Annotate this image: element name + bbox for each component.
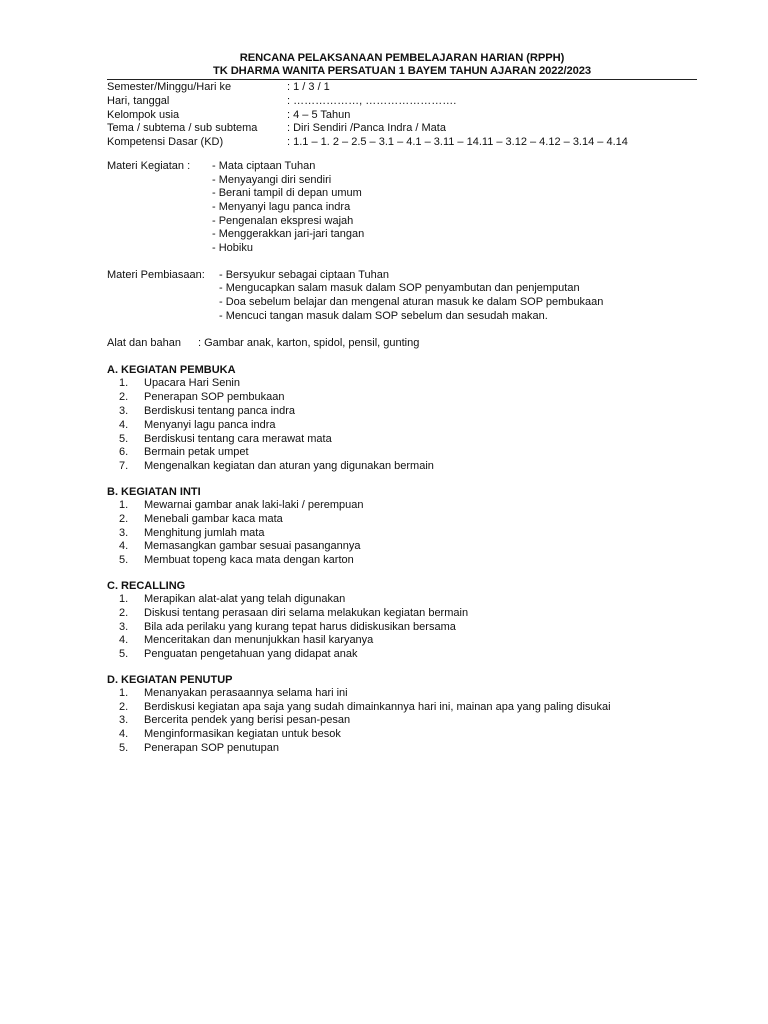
list-item: 4. Menceritakan dan menunjukkan hasil karyanya <box>119 634 374 647</box>
info-value: : ………………, ……………………. <box>287 94 457 107</box>
list-item: - Menggerakkan jari-jari tangan <box>212 228 365 241</box>
list-item: - Bersyukur sebagai ciptaan Tuhan <box>219 268 389 281</box>
list-item: 2. Diskusi tentang perasaan diri selama melakukan kegiatan bermain <box>119 606 469 619</box>
penutup-list <box>107 687 697 756</box>
list-item: 5. Membuat topeng kaca mata dengan karton <box>119 554 354 567</box>
info-table <box>107 81 697 150</box>
materi-kegiatan-label: Materi Kegiatan : <box>107 159 191 172</box>
inti-list <box>107 499 697 568</box>
list-item: 5. Berdiskusi tentang cara merawat mata <box>119 432 332 445</box>
info-value: : 1 / 3 / 1 <box>287 81 330 93</box>
list-item: - Pengenalan ekspresi wajah <box>212 214 354 227</box>
info-row <box>107 109 697 123</box>
info-value: : 1.1 – 1. 2 – 2.5 – 3.1 – 4.1 – 3.11 – 14.11 – 3.12 – 4.12 – 3.14 – 4.14 <box>287 136 628 149</box>
info-label: Kelompok usia <box>107 108 180 121</box>
list-item: 3. Menghitung jumlah mata <box>119 526 265 539</box>
list-item: - Doa sebelum belajar dan mengenal aturan masuk ke dalam SOP pembukaan <box>219 296 604 309</box>
rpph-document <box>107 52 697 756</box>
list-item: 2. Penerapan SOP pembukaan <box>119 391 285 404</box>
alat-bahan-label: Alat dan bahan <box>107 336 182 349</box>
list-item: 3. Bila ada perilaku yang kurang tepat harus didiskusikan bersama <box>119 620 456 633</box>
list-item: 6. Bermain petak umpet <box>119 446 249 459</box>
list-item: 1. Merapikan alat-alat yang telah digunakan <box>119 592 346 605</box>
list-item: - Mencuci tangan masuk dalam SOP sebelum dan sesudah makan. <box>219 309 548 322</box>
list-item: 2. Berdiskusi kegiatan apa saja yang sudah dimainkannya hari ini, mainan apa yang paling disukai <box>119 700 611 713</box>
section-heading-pembuka: A. KEGIATAN PEMBUKA <box>107 364 236 377</box>
info-label: Tema / subtema / sub subtema <box>107 122 258 135</box>
info-row <box>107 81 697 95</box>
materi-kegiatan <box>107 160 697 256</box>
list-item: 3. Bercerita pendek yang berisi pesan-pesan <box>119 714 351 727</box>
list-item: 1. Upacara Hari Senin <box>119 377 240 390</box>
document-subtitle: TK DHARMA WANITA PERSATUAN 1 BAYEM TAHUN AJARAN 2022/2023 <box>212 65 592 77</box>
info-row <box>107 136 697 150</box>
list-item: - Menyayangi diri sendiri <box>212 173 332 186</box>
section-heading-recalling: C. RECALLING <box>107 579 186 592</box>
materi-pembiasaan-label: Materi Pembiasaan: <box>107 268 205 281</box>
list-item: 4. Menyanyi lagu panca indra <box>119 418 276 431</box>
info-label: Semester/Minggu/Hari ke <box>107 81 232 93</box>
list-item: 2. Menebali gambar kaca mata <box>119 512 283 525</box>
info-label: Kompetensi Dasar (KD) <box>107 136 224 149</box>
list-item: 5. Penguatan pengetahuan yang didapat anak <box>119 648 358 661</box>
materi-kegiatan-list <box>212 160 697 256</box>
section-heading-penutup: D. KEGIATAN PENUTUP <box>107 673 233 686</box>
alat-bahan <box>107 337 697 351</box>
list-item: - Mengucapkan salam masuk dalam SOP penyambutan dan penjemputan <box>219 282 580 295</box>
pembuka-list <box>107 377 697 474</box>
list-item: - Menyanyi lagu panca indra <box>212 201 351 214</box>
info-value: : Diri Sendiri /Panca Indra / Mata <box>287 122 446 135</box>
list-item: 7. Mengenalkan kegiatan dan aturan yang digunakan bermain <box>119 460 434 473</box>
list-item: 1. Mewarnai gambar anak laki-laki / perempuan <box>119 498 364 511</box>
recalling-list <box>107 593 697 662</box>
info-row <box>107 122 697 136</box>
list-item: 1. Menanyakan perasaannya selama hari ini <box>119 686 348 699</box>
list-item: - Mata ciptaan Tuhan <box>212 159 316 172</box>
info-row <box>107 95 697 109</box>
list-item: 3. Berdiskusi tentang panca indra <box>119 404 296 417</box>
section-heading-inti: B. KEGIATAN INTI <box>107 485 201 498</box>
title-divider <box>107 79 697 80</box>
list-item: - Berani tampil di depan umum <box>212 187 362 200</box>
list-item: - Hobiku <box>212 242 253 255</box>
document-title: RENCANA PELAKSANAAN PEMBELAJARAN HARIAN (RPPH) <box>239 52 565 64</box>
info-value: : 4 – 5 Tahun <box>287 108 351 121</box>
list-item: 5. Penerapan SOP penutupan <box>119 742 279 755</box>
materi-pembiasaan-list <box>219 269 697 324</box>
alat-bahan-value: : Gambar anak, karton, spidol, pensil, gunting <box>198 336 420 349</box>
info-label: Hari, tanggal <box>107 94 170 107</box>
list-item: 4. Memasangkan gambar sesuai pasangannya <box>119 540 361 553</box>
materi-pembiasaan <box>107 269 697 324</box>
list-item: 4. Menginformasikan kegiatan untuk besok <box>119 728 341 741</box>
